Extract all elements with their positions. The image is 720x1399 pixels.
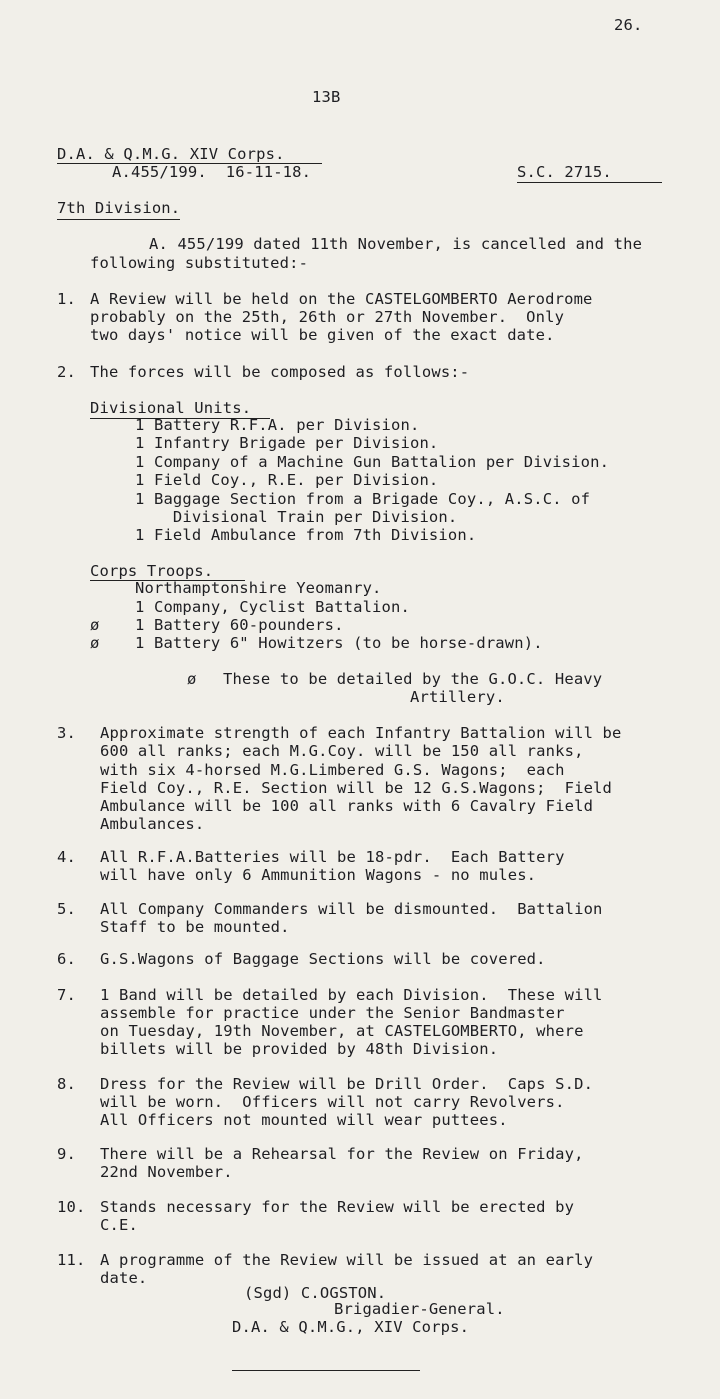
para-9-line-1: There will be a Rehearsal for the Review on Friday, — [100, 1145, 584, 1163]
corps-troop-1: Northamptonshire Yeomanry. — [135, 579, 382, 597]
para-8-number: 8. — [57, 1075, 76, 1093]
para-7-line-4: billets will be provided by 48th Division. — [100, 1040, 499, 1058]
divisional-unit-5-cont: Divisional Train per Division. — [135, 508, 458, 526]
para-8-line-2: will be worn. Officers will not carry Revolvers. — [100, 1093, 565, 1111]
corps-troop-2: 1 Company, Cyclist Battalion. — [135, 598, 410, 616]
intro-line-2: following substituted:- — [90, 254, 309, 272]
para-5-line-1: All Company Commanders will be dismounted. Battalion — [100, 900, 603, 918]
para-1-line-3: two days' notice will be given of the exact date. — [90, 326, 555, 344]
sc-number: S.C. 2715. — [517, 163, 612, 181]
divisional-unit-4: 1 Field Coy., R.E. per Division. — [135, 471, 439, 489]
file-reference: 13B — [312, 88, 341, 106]
header-underline — [57, 163, 322, 164]
para-3-line-6: Ambulances. — [100, 815, 205, 833]
para-7-line-3: on Tuesday, 19th November, at CASTELGOMBERTO, where — [100, 1022, 584, 1040]
corps-troop-3-mark: ø — [90, 616, 100, 634]
para-11-number: 11. — [57, 1251, 86, 1269]
para-9-number: 9. — [57, 1145, 76, 1163]
header-ref: A.455/199. 16-11-18. — [112, 163, 312, 181]
sc-number-underline — [517, 182, 662, 183]
para-3-number: 3. — [57, 724, 76, 742]
divisional-unit-1: 1 Battery R.F.A. per Division. — [135, 416, 420, 434]
corps-troop-3: 1 Battery 60-pounders. — [135, 616, 344, 634]
para-1-line-2: probably on the 25th, 26th or 27th November. Only — [90, 308, 565, 326]
page-number: 26. — [614, 16, 643, 34]
divisional-unit-3: 1 Company of a Machine Gun Battalion per Division. — [135, 453, 610, 471]
para-7-number: 7. — [57, 986, 76, 1004]
para-8-line-1: Dress for the Review will be Drill Order. Caps S.D. — [100, 1075, 594, 1093]
para-10-line-2: C.E. — [100, 1216, 138, 1234]
para-2-line-1: The forces will be composed as follows:- — [90, 363, 470, 381]
para-7-line-2: assemble for practice under the Senior Bandmaster — [100, 1004, 565, 1022]
header-from: D.A. & Q.M.G. XIV Corps. — [57, 145, 285, 163]
para-3-line-3: with six 4-horsed M.G.Limbered G.S. Wagons; each — [100, 761, 565, 779]
para-8-line-3: All Officers not mounted will wear puttees. — [100, 1111, 508, 1129]
para-1-line-1: A Review will be held on the CASTELGOMBERTO Aerodrome — [90, 290, 593, 308]
para-11-line-2: date. — [100, 1269, 148, 1287]
divisional-unit-2: 1 Infantry Brigade per Division. — [135, 434, 439, 452]
footnote-mark: ø — [187, 670, 197, 688]
para-11-line-1: A programme of the Review will be issued at an early — [100, 1251, 594, 1269]
para-3-line-1: Approximate strength of each Infantry Battalion will be — [100, 724, 622, 742]
para-2-number: 2. — [57, 363, 76, 381]
corps-troop-4: 1 Battery 6" Howitzers (to be horse-drawn). — [135, 634, 543, 652]
para-9-line-2: 22nd November. — [100, 1163, 233, 1181]
divisional-unit-6: 1 Field Ambulance from 7th Division. — [135, 526, 477, 544]
divisional-units-heading: Divisional Units. — [90, 399, 252, 417]
closing-rule — [232, 1370, 420, 1371]
para-3-line-5: Ambulance will be 100 all ranks with 6 Cavalry Field — [100, 797, 594, 815]
footnote-line-2: Artillery. — [410, 688, 505, 706]
para-5-line-2: Staff to be mounted. — [100, 918, 290, 936]
divisional-unit-5: 1 Baggage Section from a Brigade Coy., A.S.C. of — [135, 490, 591, 508]
para-4-line-1: All R.F.A.Batteries will be 18-pdr. Each Battery — [100, 848, 565, 866]
para-6-line-1: G.S.Wagons of Baggage Sections will be covered. — [100, 950, 546, 968]
para-3-line-4: Field Coy., R.E. Section will be 12 G.S.Wagons; Field — [100, 779, 613, 797]
corps-troops-heading: Corps Troops. — [90, 562, 214, 580]
intro-line-1: A. 455/199 dated 11th November, is cancelled and the — [149, 235, 643, 253]
signature-title: D.A. & Q.M.G., XIV Corps. — [232, 1318, 470, 1336]
signature-rank: Brigadier-General. — [334, 1300, 505, 1318]
signature-name: (Sgd) C.OGSTON. — [244, 1284, 387, 1302]
para-1-number: 1. — [57, 290, 76, 308]
para-10-line-1: Stands necessary for the Review will be erected by — [100, 1198, 575, 1216]
para-10-number: 10. — [57, 1198, 86, 1216]
para-4-number: 4. — [57, 848, 76, 866]
para-5-number: 5. — [57, 900, 76, 918]
para-6-number: 6. — [57, 950, 76, 968]
addressee: 7th Division. — [57, 199, 180, 220]
corps-troop-4-mark: ø — [90, 634, 100, 652]
para-3-line-2: 600 all ranks; each M.G.Coy. will be 150 all ranks, — [100, 742, 584, 760]
footnote-line-1: These to be detailed by the G.O.C. Heavy — [223, 670, 603, 688]
para-7-line-1: 1 Band will be detailed by each Division. These will — [100, 986, 603, 1004]
para-4-line-2: will have only 6 Ammunition Wagons - no mules. — [100, 866, 537, 884]
